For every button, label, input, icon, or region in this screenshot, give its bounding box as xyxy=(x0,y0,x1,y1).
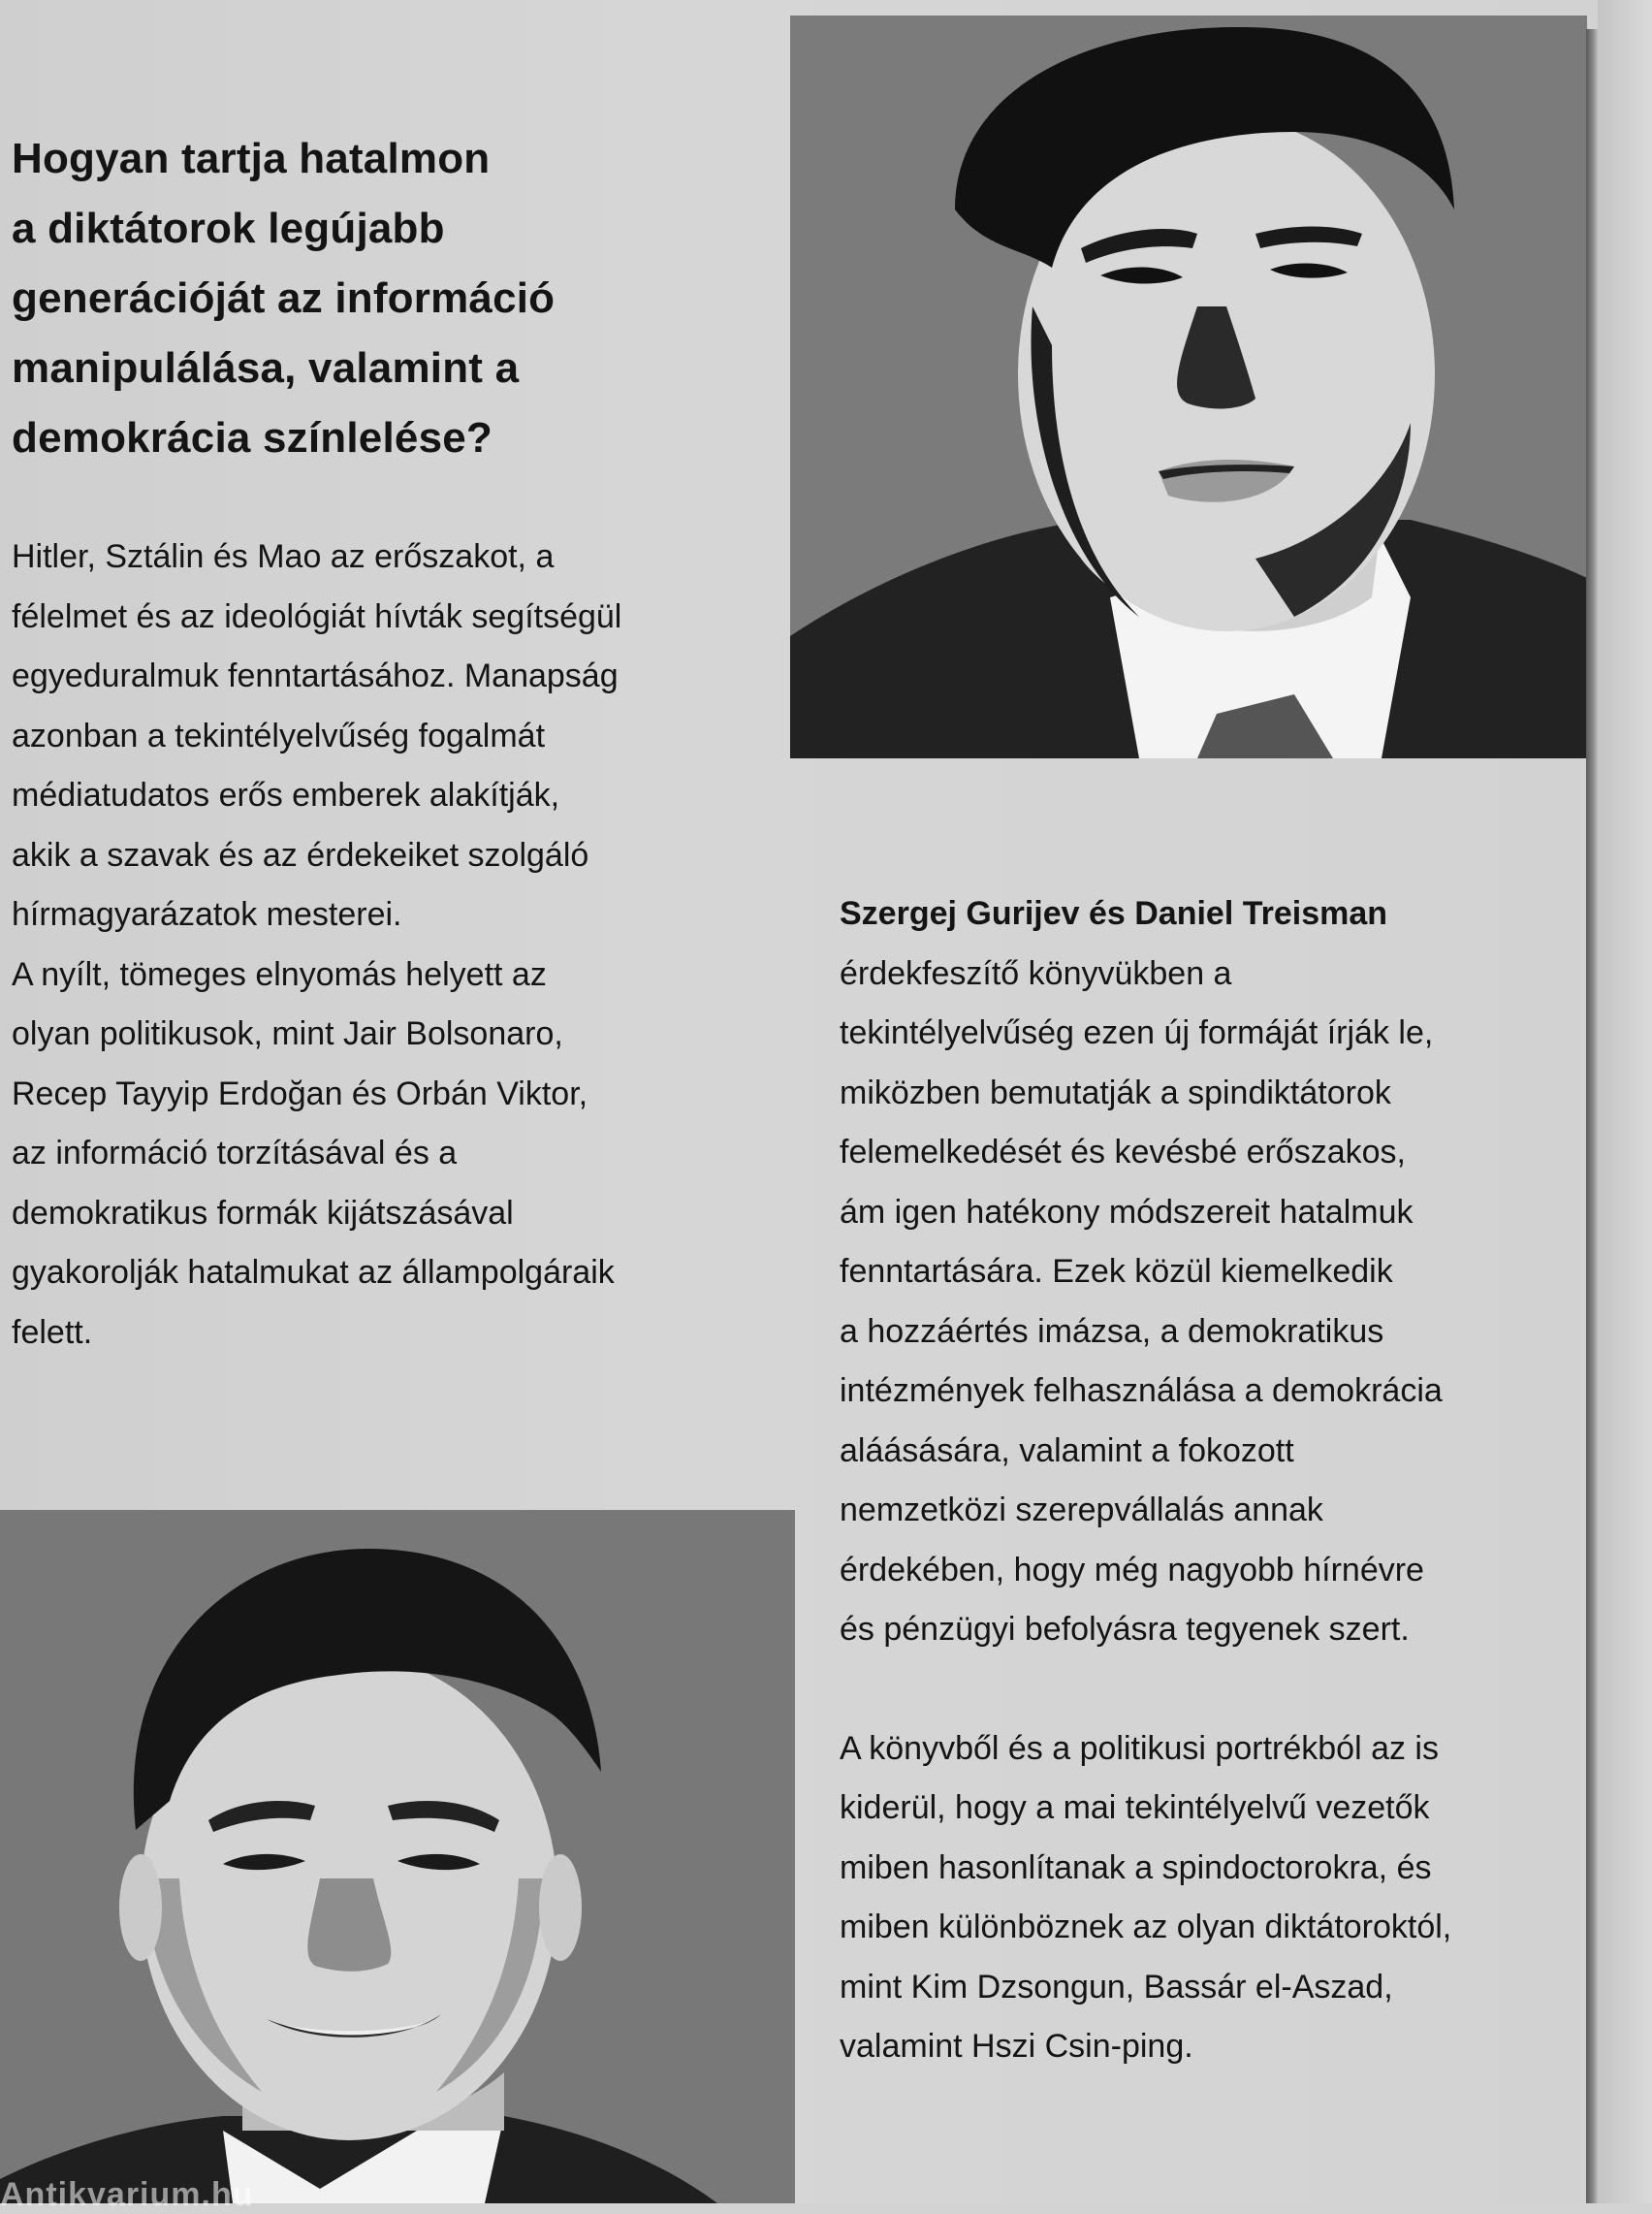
page-edge-shadow xyxy=(1586,29,1598,2203)
body-line: akik a szavak és az érdekeiket szolgáló xyxy=(12,836,589,874)
headline-line: manipulálása, valamint a xyxy=(12,344,520,392)
headline xyxy=(12,124,768,473)
body-line: kiderül, hogy a mai tekintélyelvű vezetők xyxy=(840,1789,1430,1826)
body-line: mint Kim Dzsongun, Bassár el-Aszad, xyxy=(840,1968,1393,2005)
body-line: a hozzáértés imázsa, a demokratikus xyxy=(840,1312,1384,1350)
body-line: A könyvből és a politikusi portrékból az is xyxy=(840,1729,1439,1767)
body-line: miben különböznek az olyan diktátoroktól, xyxy=(840,1909,1452,1945)
body-line: aláásására, valamint a fokozott xyxy=(840,1431,1294,1469)
body-line: Hitler, Sztálin és Mao az erőszakot, a xyxy=(12,538,555,575)
headline-line: generációját az információ xyxy=(12,274,556,322)
headline-line: demokrácia színlelése? xyxy=(12,414,492,462)
body-line: ám igen hatékony módszereit hatalmuk xyxy=(840,1193,1414,1231)
left-body-text xyxy=(12,528,778,1363)
body-line: felemelkedését és kevésbé erőszakos, xyxy=(840,1134,1406,1171)
headline-line: Hogyan tartja hatalmon xyxy=(12,135,491,182)
portrait-illustration xyxy=(790,16,1587,758)
body-line: intézmények felhasználása a demokrácia xyxy=(840,1372,1443,1409)
authors: Szergej Gurijev és Daniel Treisman xyxy=(840,895,1388,932)
portrait-top-right xyxy=(790,16,1587,758)
watermark: Antikvarium.hu xyxy=(0,2176,254,2213)
body-line: egyeduralmuk fenntartásához. Manapság xyxy=(12,658,619,694)
body-line: olyan politikusok, mint Jair Bolsonaro, xyxy=(12,1015,563,1052)
right-body-text xyxy=(840,884,1586,2077)
background-outside-page xyxy=(1598,0,1652,2203)
headline-line: a diktátorok legújabb xyxy=(12,205,445,252)
body-line: hírmagyarázatok mesterei. xyxy=(12,896,402,933)
body-line: miben hasonlítanak a spindoctorokra, és xyxy=(840,1848,1432,1886)
body-line: nemzetközi szerepvállalás annak xyxy=(840,1492,1323,1528)
body-line: félelmet és az ideológiát hívták segítségül xyxy=(12,597,622,635)
body-line: valamint Hszi Csin-ping. xyxy=(840,2028,1193,2065)
body-line: A nyílt, tömeges elnyomás helyett az xyxy=(12,955,547,993)
portrait-bottom-left xyxy=(0,1510,795,2203)
body-line: érdekében, hogy még nagyobb hírnévre xyxy=(840,1551,1424,1588)
paragraph-gap xyxy=(840,1660,1586,1719)
body-line: miközben bemutatják a spindiktátorok xyxy=(840,1074,1391,1111)
body-line: és pénzügyi befolyásra tegyenek szert. xyxy=(840,1611,1410,1648)
body-line: felett. xyxy=(12,1313,93,1351)
body-line: médiatudatos erős emberek alakítják, xyxy=(12,777,560,814)
body-line: tekintélyelvűség ezen új formáját írják le, xyxy=(840,1014,1434,1051)
portrait-illustration xyxy=(0,1510,795,2203)
body-line: érdekfeszítő könyvükben a xyxy=(840,954,1232,992)
body-line: az információ torzításával és a xyxy=(12,1135,458,1171)
body-line: Recep Tayyip Erdoğan és Orbán Viktor, xyxy=(12,1075,588,1112)
body-line: demokratikus formák kijátszásával xyxy=(12,1194,514,1232)
body-line: azonban a tekintélyelvűség fogalmát xyxy=(12,717,546,754)
body-line: gyakorolják hatalmukat az állampolgáraik xyxy=(12,1254,615,1291)
body-line: fenntartására. Ezek közül kiemelkedik xyxy=(840,1253,1393,1290)
